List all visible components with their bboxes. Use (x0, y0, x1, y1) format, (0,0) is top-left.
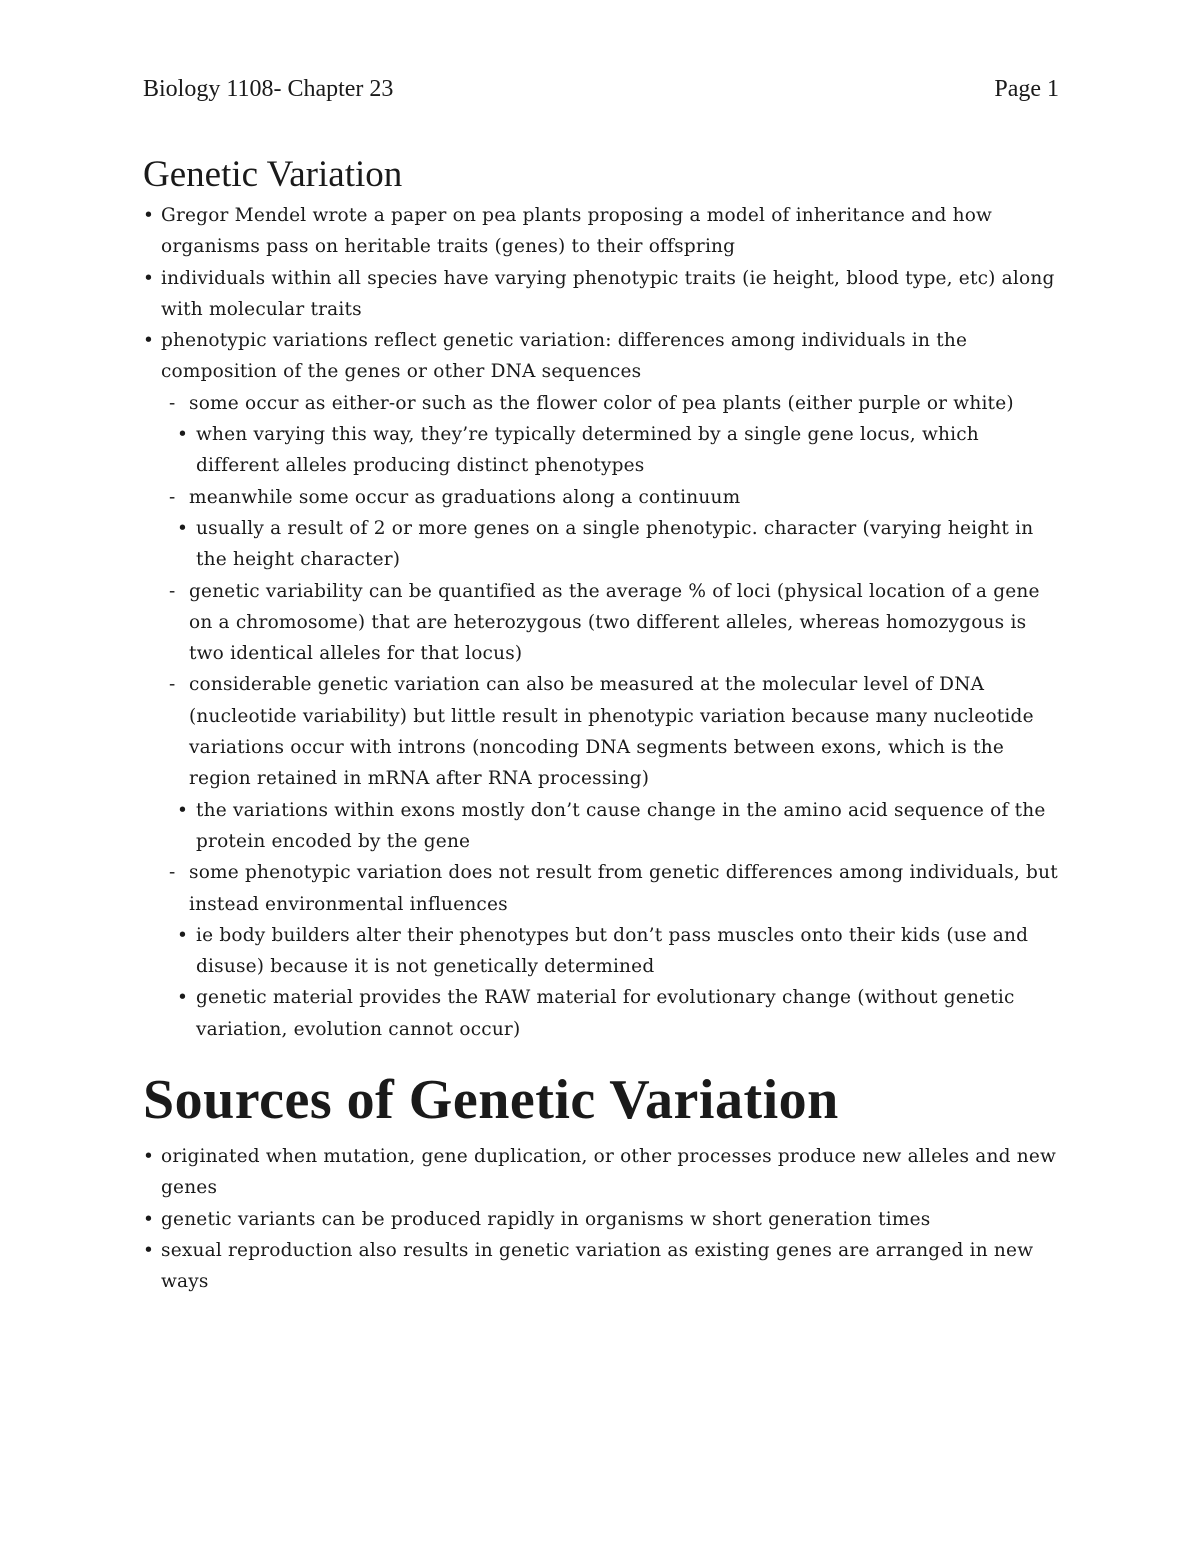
course-chapter-label: Biology 1108- Chapter 23 (143, 76, 394, 102)
list-item-text: usually a result of 2 or more genes on a single phenotypic. character (varying height in the height character) (196, 517, 1034, 571)
list-item-text: some occur as either-or such as the flower color of pea plants (either purple or white) (189, 392, 1014, 414)
section-heading-sources: Sources of Genetic Variation (143, 1069, 839, 1132)
bullet-marker: • (177, 799, 189, 821)
dash-marker: - (169, 862, 176, 884)
list-item-text: meanwhile some occur as graduations along a continuum (189, 486, 741, 508)
bullet-marker: • (177, 517, 189, 539)
list-item (143, 388, 1063, 419)
list-item-text: some phenotypic variation does not result from genetic differences among individuals, but instead environmental influences (189, 862, 1058, 915)
list-item (143, 513, 1063, 576)
sources-list (143, 1141, 1063, 1297)
list-item (143, 1235, 1063, 1298)
bullet-marker: • (177, 424, 189, 446)
list-item (143, 325, 1063, 388)
bullet-marker: • (143, 1146, 155, 1168)
bullet-marker: • (143, 267, 155, 289)
bullet-marker: • (177, 924, 189, 946)
list-item (143, 1204, 1063, 1235)
list-item (143, 419, 1063, 482)
list-item-text: ie body builders alter their phenotypes but don’t pass muscles onto their kids (use and disuse) because it is not genetically determined (196, 924, 1029, 978)
list-item-text: genetic variability can be quantified as the average % of loci (physical location of a gene on a chromosome) that are heterozygous (two different alleles, whereas homozygous is two identical alleles for that locus) (189, 580, 1040, 665)
list-item-text: when varying this way, they’re typically determined by a single gene locus, which different alleles producing distinct phenotypes (196, 424, 979, 477)
bullet-marker: • (143, 330, 155, 352)
notes-content (143, 150, 1063, 1298)
list-item (143, 920, 1063, 983)
section-heading-genetic-variation: Genetic Variation (143, 154, 403, 195)
dash-marker: - (169, 486, 176, 508)
list-item (143, 576, 1063, 670)
list-item-text: the variations within exons mostly don’t cause change in the amino acid sequence of the protein encoded by the gene (196, 799, 1046, 852)
list-item-text: phenotypic variations reflect genetic variation: differences among individuals in the composition of the genes or other DNA sequences (161, 330, 968, 383)
dash-marker: - (169, 674, 176, 696)
list-item (143, 982, 1063, 1045)
list-item-text: originated when mutation, gene duplication, or other processes produce new alleles and new genes (161, 1146, 1057, 1199)
list-item (143, 857, 1063, 920)
list-item (143, 482, 1063, 513)
list-item-text: sexual reproduction also results in genetic variation as existing genes are arranged in new ways (161, 1239, 1034, 1293)
list-item-text: genetic material provides the RAW material for evolutionary change (without genetic variation, evolution cannot occur) (196, 987, 1015, 1040)
page-number: Page 1 (994, 76, 1059, 102)
list-item (143, 263, 1063, 326)
bullet-marker: • (143, 1239, 155, 1261)
list-item-text: considerable genetic variation can also be measured at the molecular level of DNA (nucleotide variability) but little result in phenotypic variation because many nucleotide variations occur with introns (noncoding DNA segments between exons, which is the region retained in mRNA after RNA processing) (189, 674, 1034, 790)
list-item-text: genetic variants can be produced rapidly in organisms w short generation times (161, 1208, 931, 1230)
bullet-marker: • (143, 205, 155, 226)
genetic-variation-list (143, 200, 1063, 1045)
bullet-marker: • (177, 987, 189, 1009)
list-item-text: individuals within all species have varying phenotypic traits (ie height, blood type, etc) along with molecular traits (161, 267, 1055, 320)
list-item (143, 795, 1063, 858)
list-item-text: Gregor Mendel wrote a paper on pea plants proposing a model of inheritance and how organisms pass on heritable traits (genes) to their offspring (161, 205, 993, 258)
list-item (143, 200, 1063, 263)
list-item (143, 669, 1063, 794)
list-item (143, 1141, 1063, 1204)
dash-marker: - (169, 580, 176, 602)
bullet-marker: • (143, 1208, 155, 1230)
page-header (143, 76, 1059, 110)
dash-marker: - (169, 392, 176, 414)
